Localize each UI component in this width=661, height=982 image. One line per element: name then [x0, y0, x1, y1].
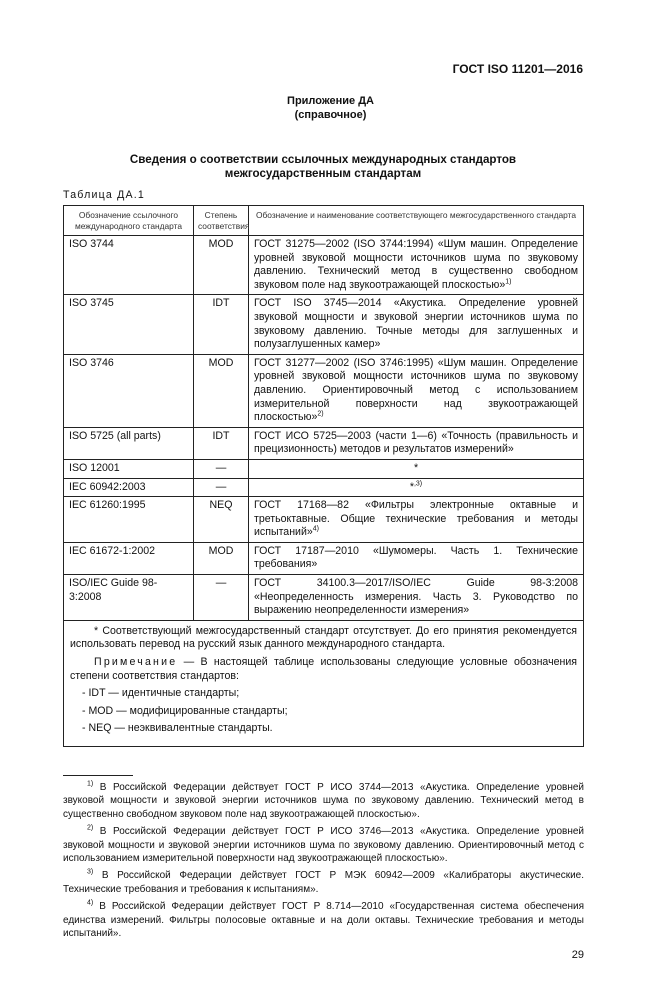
reference-standard: IEC 61260:1995 — [64, 497, 194, 543]
footnote-ref: 1) — [505, 278, 512, 286]
table-notes-row — [64, 620, 584, 746]
reference-standard: ISO 12001 — [64, 459, 194, 478]
standard-text: ГОСТ ISO 3745—2014 «Акустика. Определение уровней звуковой мощности и звуковой энергии источников шума по звуковому давлению. Точные методы для заглушенных и полузаглушенных камер» — [254, 297, 578, 351]
standard-text: ГОСТ 17168—82 «Фильтры электронные октавные и третьоктавные. Общие технические требования и методы испытаний» — [254, 499, 578, 539]
footnote-ref: 4) — [312, 525, 320, 533]
conformity-degree: IDT — [194, 427, 249, 459]
reference-standard: ISO 3745 — [64, 295, 194, 354]
column-header: Степень соответствия — [194, 206, 249, 236]
interstate-standard — [249, 542, 584, 574]
footnote — [63, 900, 584, 940]
standard-text: ГОСТ 34100.3—2017/ISO/IEC Guide 98-3:2008 «Неопределенность измерения. Часть 3. Руководство по выражению неопределенности измерения» — [254, 577, 578, 617]
footnote-separator — [63, 775, 133, 776]
reference-standard: ISO/IEC Guide 98-3:2008 — [64, 575, 194, 621]
legend-item: - IDT — идентичные стандарты; — [82, 687, 240, 700]
reference-standard: IEC 61672-1:2002 — [64, 542, 194, 574]
star-footnote: * Соответствующий межгосударственный стандарт отсутствует. До его принятия рекомендуется использовать перевод на русский язык данного международного стандарта. — [70, 624, 577, 651]
interstate-standard — [249, 236, 584, 295]
table-row — [64, 575, 584, 621]
footnote-ref: 2) — [317, 410, 324, 418]
conformity-degree: — — [194, 478, 249, 497]
column-header: Обозначение ссылочного международного стандарта — [64, 206, 194, 236]
conformity-degree: MOD — [194, 354, 249, 427]
conformity-degree: MOD — [194, 542, 249, 574]
standard-text: * — [413, 461, 419, 474]
interstate-standard — [249, 497, 584, 543]
table-header-row — [64, 206, 584, 236]
standard-text: ГОСТ 17187—2010 «Шумомеры. Часть 1. Технические требования» — [254, 544, 578, 571]
legend-item: - MOD — модифицированные стандарты; — [82, 704, 288, 717]
interstate-standard — [249, 575, 584, 621]
table-row — [64, 354, 584, 427]
reference-standard: IEC 60942:2003 — [64, 478, 194, 497]
column-header: Обозначение и наименование соответствующего межгосударственного стандарта — [249, 206, 584, 236]
interstate-standard — [249, 459, 584, 478]
reference-standard: ISO 5725 (all parts) — [64, 427, 194, 459]
footnotes — [63, 781, 584, 940]
table-row — [64, 478, 584, 497]
standard-text: ГОСТ 31275—2002 (ISO 3744:1994) «Шум машин. Определение уровней звуковой мощности источников шума по звуковому давлению. Технический метод в существенно свободном звуковом поле над звукоотражающей плоскостью» — [254, 238, 578, 291]
footnote-mark: 2) — [87, 824, 94, 832]
standard-text: ГОСТ 31277—2002 (ISO 3746:1995) «Шум машин. Определение уровней звуковой мощности источников шума по звуковому давлению. Ориентировочный метод с использованием измерительной поверхности над звукоотражающей плоскостью» — [254, 356, 578, 424]
table-row — [64, 236, 584, 295]
note-label: Примечание — [94, 656, 178, 669]
section-heading — [63, 153, 583, 181]
footnote-mark: 1) — [87, 780, 94, 788]
table-row — [64, 459, 584, 478]
footnote-mark: 4) — [87, 899, 94, 907]
appendix-subtitle: (справочное) — [294, 109, 367, 121]
footnote-text: В Российской Федерации действует ГОСТ Р ИСО 3744—2013 «Акустика. Определение уровней звуковой мощности и звуковой энергии источников шума по звуковому давлению. Технический метод в существенно свободном звуковом поле над звукоотражающей плоскостью». — [63, 782, 584, 820]
standard-text: * — [409, 480, 414, 493]
table-row — [64, 427, 584, 459]
page-number: 29 — [571, 949, 584, 962]
heading-line: Сведения о соответствии ссылочных международных стандартов — [129, 153, 517, 166]
footnote-mark: 3) — [87, 869, 94, 877]
conformity-degree: NEQ — [194, 497, 249, 543]
interstate-standard — [249, 354, 584, 427]
conformity-degree: — — [194, 459, 249, 478]
table-caption: Таблица ДА.1 — [63, 189, 145, 201]
footnote — [63, 825, 584, 865]
table-row — [64, 542, 584, 574]
interstate-standard — [249, 427, 584, 459]
note-text: — В настоящей таблице использованы следующие условные обозначения степени соответствия стандартов: — [70, 656, 577, 682]
footnote — [63, 869, 584, 896]
heading-line: межгосударственным стандартам — [224, 167, 422, 180]
reference-standard: ISO 3744 — [64, 236, 194, 295]
conformity-degree: IDT — [194, 295, 249, 354]
footnote-ref: ,3) — [413, 479, 423, 487]
standard-text: ГОСТ ИСО 5725—2003 (части 1—6) «Точность (правильность и прецизионность) методов и результатов измерений» — [254, 429, 578, 456]
appendix-title — [0, 94, 661, 122]
footnote-text: В Российской Федерации действует ГОСТ Р МЭК 60942—2009 «Калибраторы акустические. Технические требования и требования к испытаниям». — [63, 870, 584, 895]
footnote — [63, 781, 584, 821]
standards-table — [63, 205, 584, 747]
reference-standard: ISO 3746 — [64, 354, 194, 427]
interstate-standard — [249, 478, 584, 497]
legend-item: - NEQ — неэквивалентные стандарты. — [82, 722, 273, 735]
conformity-degree: MOD — [194, 236, 249, 295]
conformity-degree: — — [194, 575, 249, 621]
table-row — [64, 295, 584, 354]
document-id: ГОСТ ISO 11201—2016 — [452, 62, 583, 76]
footnote-text: В Российской Федерации действует ГОСТ Р ИСО 3746—2013 «Акустика. Определение уровней звуковой мощности и звуковой энергии источников шума по звуковому давлению. Ориентировочный метод с использованием измерительной поверхности над звукоотражающей плоскостью». — [63, 826, 584, 865]
content-flow — [63, 188, 584, 982]
table-note — [70, 656, 577, 683]
interstate-standard — [249, 295, 584, 354]
table-row — [64, 497, 584, 543]
appendix-label: Приложение ДА — [287, 95, 374, 107]
footnote-text: В Российской Федерации действует ГОСТ Р 8.714—2010 «Государственная система обеспечения единства измерений. Фильтры полосовые октавные и на доли октавы. Технические требования и методы испытаний». — [63, 901, 584, 940]
